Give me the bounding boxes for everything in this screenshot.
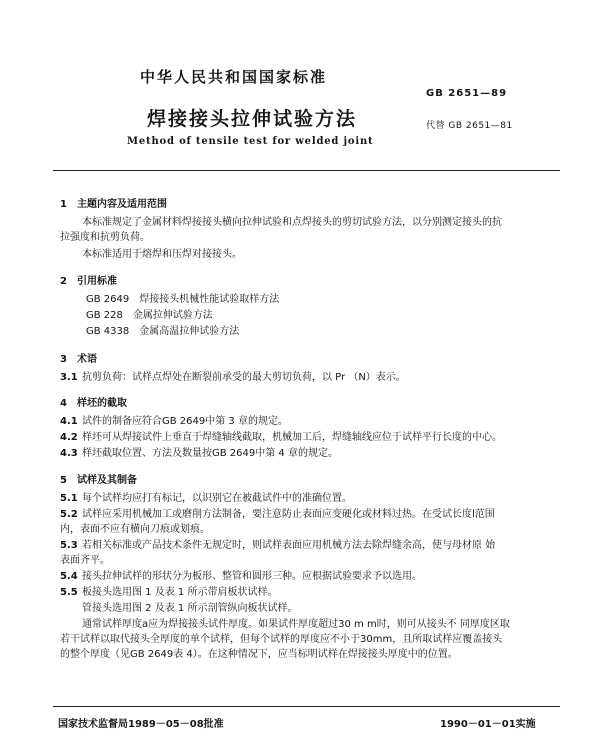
effective-date: 1990－01－01实施: [440, 719, 536, 730]
section-2-heading: 2 引用标准: [60, 276, 117, 287]
clause-number: 3.1: [60, 372, 78, 383]
clause-text: 样坯可从焊接试件上垂直于焊缝轴线截取，机械加工后，焊缝轴线应位于试样平行长度的中心。: [82, 432, 502, 443]
clause-5-5: [60, 586, 277, 599]
clause-text: 接头拉伸试样的形状分为板形、整管和圆形三种。应根据试验要求予以选用。: [82, 571, 422, 582]
section-4-heading: 4 样坯的截取: [60, 398, 127, 409]
clause-4-1: [60, 415, 288, 428]
clause-text: 试样应采用机械加工或磨削方法制备，要注意防止表面应变硬化或材料过热。在受试长度l范围: [82, 509, 495, 520]
clause-text: 样坯截取位置、方法及数量按GB 2649中第 4 章的规定。: [82, 448, 338, 459]
clause-5-5-pipe: 管接头选用图 2 及表 1 所示剖管纵向板状试样。: [82, 603, 298, 614]
clause-5-1: [60, 492, 352, 505]
document-title: 焊接接头拉伸试验方法: [147, 108, 358, 130]
clause-5-2-cont: 内，表面不应有横向刀痕或划痕。: [60, 524, 210, 535]
clause-number: 4.3: [60, 448, 78, 459]
clause-text: 板接头选用图 1 及表 1 所示带肩板状试样。: [82, 587, 278, 598]
clause-5-2: [60, 508, 495, 521]
clause-text: 试件的制备应符合GB 2649中第 3 章的规定。: [82, 416, 288, 427]
clause-number: 5.4: [60, 571, 78, 582]
clause-4-3: [60, 447, 338, 460]
clause-number: 4.2: [60, 432, 78, 443]
clause-number: 5.3: [60, 540, 78, 551]
section-1-para-1b: 拉强度和抗剪负荷。: [60, 232, 150, 243]
clause-text: 抗剪负荷：试样点焊处在断裂前承受的最大剪切负荷，以 Pr （N）表示。: [82, 372, 406, 383]
reference-item: GB 228 金属拉伸试验方法: [86, 310, 213, 321]
section-3-heading: 3 术语: [60, 354, 97, 365]
clause-5-5-thickness-3: 的整个厚度（见GB 2649表 4）。在这种情况下，应当标明试样在焊接接头厚度中的位置。: [60, 649, 458, 660]
clause-number: 5.2: [60, 509, 78, 520]
clause-5-4: [60, 570, 422, 583]
replaces-standard: 代替 GB 2651—81: [426, 121, 513, 131]
clause-number: 5.5: [60, 587, 78, 598]
clause-text: 每个试样均应打有标记，以识别它在被截试件中的准确位置。: [82, 493, 352, 504]
clause-number: 4.1: [60, 416, 78, 427]
footer-divider: [53, 706, 560, 707]
national-standard-heading: 中华人民共和国国家标准: [140, 68, 328, 86]
section-1-para-2: 本标准适用于熔焊和压焊对接接头。: [82, 249, 242, 260]
clause-text: 若相关标准或产品技术条件无规定时，则试样表面应用机械方法去除焊缝余高，使与母材原 始: [82, 540, 496, 551]
clause-5-3-cont: 表面齐平。: [60, 555, 110, 566]
clause-5-5-thickness-1: 通常试样厚度a应为焊接接头试件厚度。如果试件厚度超过30 m m时，则可从接头不 同厚度区取: [82, 619, 510, 630]
english-title: Method of tensile test for welded joint: [127, 136, 374, 147]
section-5-heading: 5 试样及其制备: [60, 475, 137, 486]
clause-5-5-thickness-2: 若干试样以取代接头全厚度的单个试样，但每个试样的厚度应不小于30mm，且所取试样应覆盖接头: [60, 634, 503, 645]
approval-date: 国家技术监督局1989－05－08批准: [58, 719, 224, 730]
reference-item: GB 4338 金属高温拉伸试验方法: [86, 326, 240, 337]
clause-3-1: [60, 371, 406, 384]
header-divider: [53, 170, 560, 171]
clause-4-2: [60, 431, 502, 444]
section-1-para-1a: 本标准规定了金属材料焊接接头横向拉伸试验和点焊接头的剪切试验方法，以分别测定接头的抗: [82, 217, 502, 228]
standard-code: GB 2651—89: [426, 88, 508, 99]
clause-5-3: [60, 539, 495, 552]
reference-item: GB 2649 焊接接头机械性能试验取样方法: [86, 294, 280, 305]
section-1-heading: 1 主题内容及适用范围: [60, 199, 167, 210]
clause-number: 5.1: [60, 493, 78, 504]
